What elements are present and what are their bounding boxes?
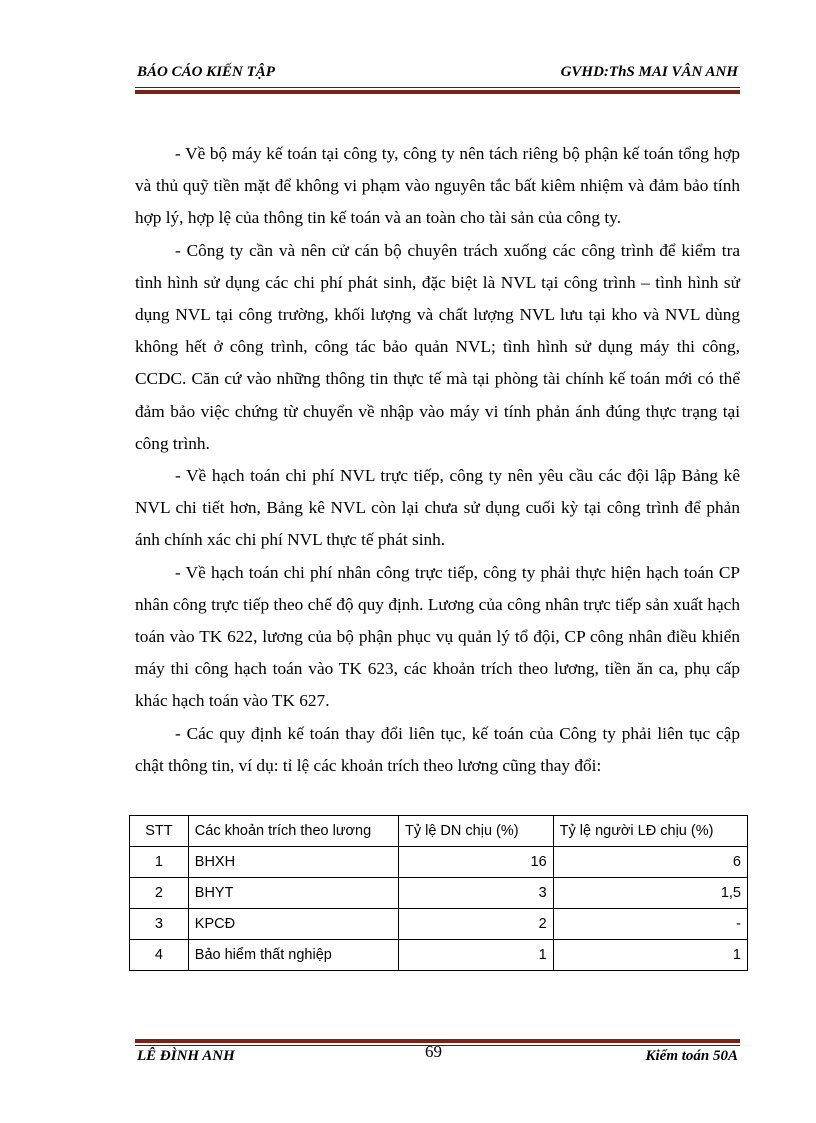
body-text — [135, 138, 740, 782]
contribution-rates-table — [129, 815, 748, 971]
table-header-row — [130, 816, 748, 847]
cell-item: BHXH — [188, 847, 398, 878]
advisor-name: GVHD:ThS MAI VÂN ANH — [560, 64, 738, 80]
page-number: 69 — [425, 1042, 442, 1061]
cell-stt: 1 — [130, 847, 189, 878]
cell-stt: 4 — [130, 940, 189, 971]
header-item: Các khoản trích theo lương — [188, 816, 398, 847]
header-employee-rate: Tỷ lệ người LĐ chịu (%) — [553, 816, 747, 847]
table-row — [130, 878, 748, 909]
cell-stt: 3 — [130, 909, 189, 940]
table-row — [130, 909, 748, 940]
table-row — [130, 847, 748, 878]
table-row — [130, 940, 748, 971]
cell-employer-rate: 3 — [398, 878, 553, 909]
page-header — [135, 62, 740, 86]
author-name: LÊ ĐÌNH ANH — [137, 1048, 235, 1064]
cell-employee-rate: 6 — [553, 847, 747, 878]
paragraph-accounting-structure: - Về bộ máy kế toán tại công ty, công ty nên tách riêng bộ phận kế toán tổng hợp và thủ quỹ tiền mặt để không vi phạm vào nguyên tắc bất kiêm nhiệm và đảm bảo tính hợp lý, hợp lệ của thông tin kế toán và an toàn cho tài sản của công ty. — [135, 144, 740, 228]
cell-item: KPCĐ — [188, 909, 398, 940]
paragraph-site-inspection: - Công ty cần và nên cử cán bộ chuyên trách xuống các công trình để kiểm tra tình hình sử dụng các chi phí phát sinh, đặc biệt là NVL tại công trình – tình hình sử dụng NVL tại công trường, khối lượng và chất lượng NVL lưu tại kho và NVL dùng không hết ở công trình, công tác bảo quản NVL; tình hình sử dụng máy thi công, CCDC. Căn cứ vào những thông tin thực tế mà tại phòng tài chính kế toán mới có thể đảm bảo việc chứng từ chuyển về nhập vào máy vi tính phản ánh đúng thực trạng tại công trình. — [135, 240, 740, 453]
page-footer — [135, 1040, 740, 1070]
cell-employer-rate: 2 — [398, 909, 553, 940]
header-employer-rate: Tỷ lệ DN chịu (%) — [398, 816, 553, 847]
cell-employer-rate: 1 — [398, 940, 553, 971]
report-title: BÁO CÁO KIẾN TẬP — [137, 64, 275, 80]
cell-item: Bảo hiểm thất nghiệp — [188, 940, 398, 971]
cell-employee-rate: - — [553, 909, 747, 940]
cell-employee-rate: 1,5 — [553, 878, 747, 909]
cell-employee-rate: 1 — [553, 940, 747, 971]
class-name: Kiểm toán 50A — [645, 1048, 738, 1064]
paragraph-regulation-changes: - Các quy định kế toán thay đổi liên tục, kế toán của Công ty phải liên tục cập chật thông tin, ví dụ: tỉ lệ các khoản trích theo lương cũng thay đổi: — [135, 723, 740, 775]
header-stt: STT — [130, 816, 189, 847]
paragraph-material-cost: - Về hạch toán chi phí NVL trực tiếp, công ty nên yêu cầu các đội lập Bảng kê NVL chi tiết hơn, Bảng kê NVL còn lại chưa sử dụng cuối kỳ tại công trình để phản ánh chính xác chi phí NVL thực tế phát sinh. — [135, 466, 740, 550]
cell-item: BHYT — [188, 878, 398, 909]
paragraph-labor-cost: - Về hạch toán chi phí nhân công trực tiếp, công ty phải thực hiện hạch toán CP nhân công trực tiếp theo chế độ quy định. Lương của công nhân trực tiếp sản xuất hạch toán vào TK 622, lương của bộ phận phục vụ quản lý tổ đội, CP công nhân điều khiển máy thi công hạch toán vào TK 623, các khoản trích theo lương, tiền ăn ca, phụ cấp khác hạch toán vào TK 627. — [135, 562, 740, 711]
header-rule-thick — [135, 90, 740, 94]
cell-stt: 2 — [130, 878, 189, 909]
header-rule-thin — [135, 87, 740, 88]
cell-employer-rate: 16 — [398, 847, 553, 878]
